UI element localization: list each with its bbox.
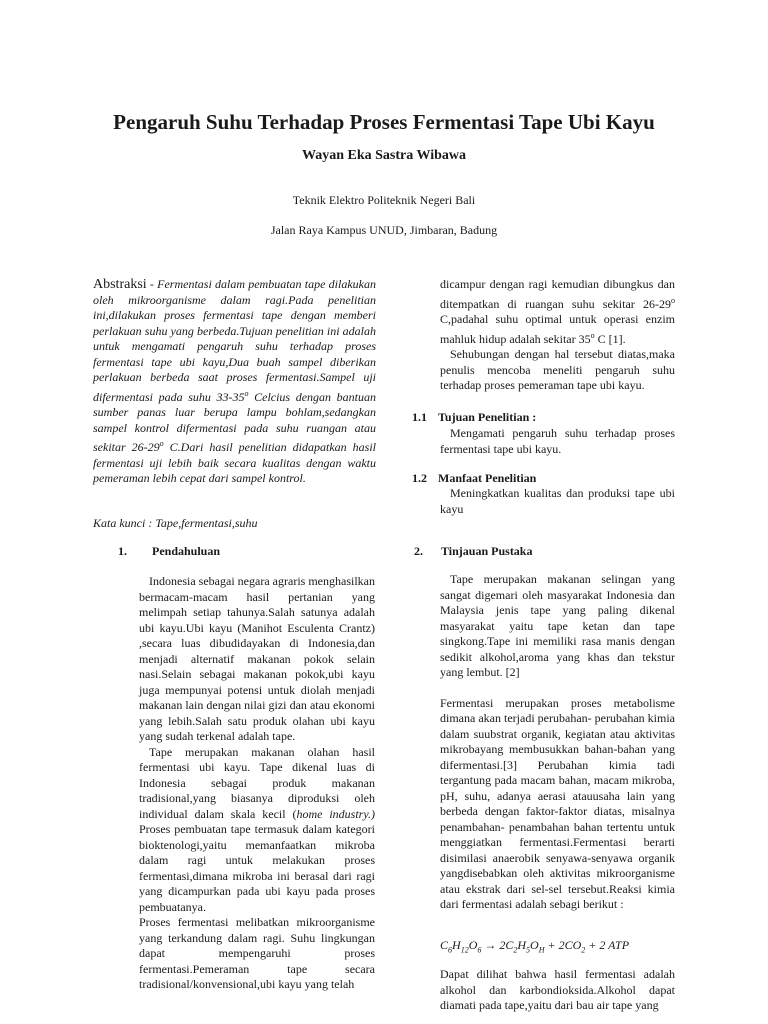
degree-sign: o bbox=[671, 295, 675, 305]
eq-sub: 6 bbox=[477, 945, 482, 955]
abstract-text: Fermentasi dalam pembuatan tape dilakukan oleh mikroorganisme dalam ragi.Pada penelitian ini,dilakukan proses fermentasi tape dengan memberi perlakuan suhu yang berbeda.Tujuan penelitian ini adalah untuk mengamati pengaruh suhu terhadap proses fermentasi tape ubi kayu,Dua buah sampel diberikan perlakuan berbeda saat proses fermentasi.Sampel uji difermentasi pada suhu 33-35 bbox=[93, 277, 376, 404]
section-number: 1. bbox=[118, 544, 127, 558]
eq-sub: 6 bbox=[448, 945, 453, 955]
eq-sub: 2 bbox=[513, 945, 518, 955]
eq-part: → 2C bbox=[481, 938, 514, 952]
paragraph-text: C [1]. bbox=[594, 331, 626, 346]
author-name: Wayan Eka Sastra Wibawa bbox=[301, 148, 467, 163]
intro-continuation bbox=[440, 277, 675, 394]
section-title: Tujuan Penelitian : bbox=[438, 410, 537, 424]
paper-title: Pengaruh Suhu Terhadap Proses Fermentasi Tape Ubi Kayu bbox=[113, 110, 655, 134]
paragraph: Fermentasi merupakan proses metabolisme dimana akan terjadi perubahan- perubahan kimia dalam suubstrat organik, kegiatan atau aktivitas mikrobayang membusukkan bahan-bahan yang difermentasi.[3] Perubahan kimia tadi tergantung pada macam bahan, macam mikroba, pH, suhu, adanya aerasi atauusaha lain yang berbeda dengan faktor-faktor diatas, misalnya penambahan- penambahan bahan tertentu untuk menggiatkan fermentasi.Fermentasi berarti disimilasi anaerobik senyawa-senyawa organik yangdisebabkan oleh aktivitas mikroorganisme atau ekstrak dari sel-sel tersebut.Reaksi kimia dari fermentasi adalah sebagi berikut : bbox=[440, 695, 675, 911]
eq-part: O bbox=[530, 938, 539, 952]
section-number: 1.1 bbox=[412, 410, 427, 424]
eq-sub: 12 bbox=[460, 945, 469, 955]
address: Jalan Raya Kampus UNUD, Jimbaran, Badung bbox=[270, 223, 498, 237]
paragraph bbox=[139, 745, 375, 916]
italic-text: home industry.) bbox=[296, 806, 375, 821]
paragraph: Proses fermentasi melibatkan mikroorganisme yang terkandung dalam ragi. Suhu lingkungan dapat mempengaruhi proses fermentasi.Pemeraman tape secara tradisional/konvensional,ubi kayu yang telah bbox=[139, 915, 375, 991]
paragraph: Indonesia sebagai negara agraris menghasilkan bermacam-macam hasil pertanian yang melimpah setiap tahunya.Salah satunya adalah ubi kayu.Ubi kayu (Manihot Esculenta Crantz) ,secara luas dibudidayakan di Indonesia,dan menjadi alternatif makanan pokok selain nasi.Selain sebagai makanan pokok,ubi kayu juga mempunyai potensi untuk diolah menjadi makanan lain dengan nilai gizi dan atau ekonomi yang lebih.Salah satu produk olahan ubi kayu yang sudah terkenal adalah tape. bbox=[139, 574, 375, 743]
paragraph: Meningkatkan kualitas dan produksi tape ubi kayu bbox=[440, 486, 675, 516]
section-number: 2. bbox=[414, 544, 423, 558]
section-heading-2 bbox=[414, 544, 532, 559]
degree-sign: o bbox=[590, 330, 595, 340]
eq-sub: 2 bbox=[581, 945, 586, 955]
eq-part: C bbox=[440, 938, 449, 952]
degree-sign: o bbox=[159, 439, 164, 448]
section-title: Manfaat Penelitian bbox=[438, 471, 537, 485]
degree-sign: o bbox=[244, 388, 249, 398]
abstract-label: Abstraksi bbox=[93, 277, 147, 292]
section-heading-1-1 bbox=[412, 410, 536, 425]
paragraph: Dapat dilihat bahwa hasil fermentasi adalah alkohol dan karbondioksida.Alkohol dapat diamati pada tape,yaitu dari bau air tape yang bbox=[440, 967, 675, 1012]
paragraph-text: Proses pembuatan tape termasuk dalam kategori bioktenologi,yaitu memanfaatkan mikroba dalam ragi untuk melakukan proses fermentasi,dimana mikroba ini berasal dari ragi yang dicampurkan pada ubi kayu pada proses pembuatanya. bbox=[139, 822, 375, 914]
section-1-2-body bbox=[440, 486, 675, 517]
reaction-equation bbox=[440, 938, 629, 954]
paragraph-text: dicampur dengan ragi kemudian dibungkus dan ditempatkan di ruangan suhu sekitar 26-29 bbox=[440, 277, 675, 311]
affiliation: Teknik Elektro Politeknik Negeri Bali bbox=[292, 193, 476, 207]
section-title: Pendahuluan bbox=[152, 544, 221, 558]
paragraph: Sehubungan dengan hal tersebut diatas,maka penulis mencoba meneliti pengaruh suhu terhadap proses pemeraman tape ubi kayu. bbox=[440, 347, 675, 392]
eq-part: + 2 ATP bbox=[585, 938, 630, 952]
paragraph: Mengamati pengaruh suhu terhadap proses fermentasi tape ubi kayu. bbox=[440, 426, 675, 456]
paragraph: Tape merupakan makanan selingan yang sangat digemari oleh masyarakat Indonesia dan Malaysia jenis tape yang paling dikenal masyarakat yaitu tape ketan dan tape singkong.Tape ini memiliki rasa manis dengan sedikit alkohol,aroma yang khas dan tekstur yang lembut. [2] bbox=[440, 572, 675, 679]
section-heading-1-2 bbox=[412, 471, 536, 486]
paragraph bbox=[440, 277, 675, 347]
abstract bbox=[93, 277, 376, 487]
section-heading-intro bbox=[118, 544, 220, 559]
abstract-text-2: Celcius dengan bantuan sumber panas luar berupa lampu bohlam,sedangkan sampel kontrol difermentasi pada suhu ruangan atau sekitar 26-29 bbox=[93, 389, 376, 454]
intro-body bbox=[139, 574, 375, 993]
eq-sub: 5 bbox=[526, 945, 531, 955]
paragraph-text: Tape merupakan makanan olahan hasil fermentasi ubi kayu. Tape dikenal luas di Indonesia sebagai produk makanan tradisional,yang biasanya diproduksi oleh individual dalam skala kecil ( bbox=[139, 744, 375, 821]
section-1-1-body bbox=[440, 426, 675, 457]
section-2-tail bbox=[440, 967, 675, 1014]
eq-part: H bbox=[517, 938, 527, 952]
section-2-body bbox=[440, 572, 675, 913]
paragraph-text: C,padahal suhu optimal untuk operasi enzim mahluk hidup adalah sekitar 35 bbox=[440, 312, 675, 346]
keywords: Kata kunci : Tape,fermentasi,suhu bbox=[93, 516, 258, 530]
abstract-text-3: C.Dari hasil penelitian didapatkan hasil fermentasi uji lebih baik secara kualitas dengan waktu pemeraman lebih cepat dari sampel kontrol. bbox=[93, 440, 376, 485]
section-number: 1.2 bbox=[412, 471, 427, 485]
eq-sub: H bbox=[538, 945, 545, 955]
eq-part: + 2CO bbox=[544, 938, 582, 952]
eq-part: H bbox=[452, 938, 461, 952]
abstract-dash: - bbox=[146, 277, 158, 291]
eq-part: O bbox=[468, 938, 478, 952]
section-title: Tinjauan Pustaka bbox=[441, 544, 533, 558]
